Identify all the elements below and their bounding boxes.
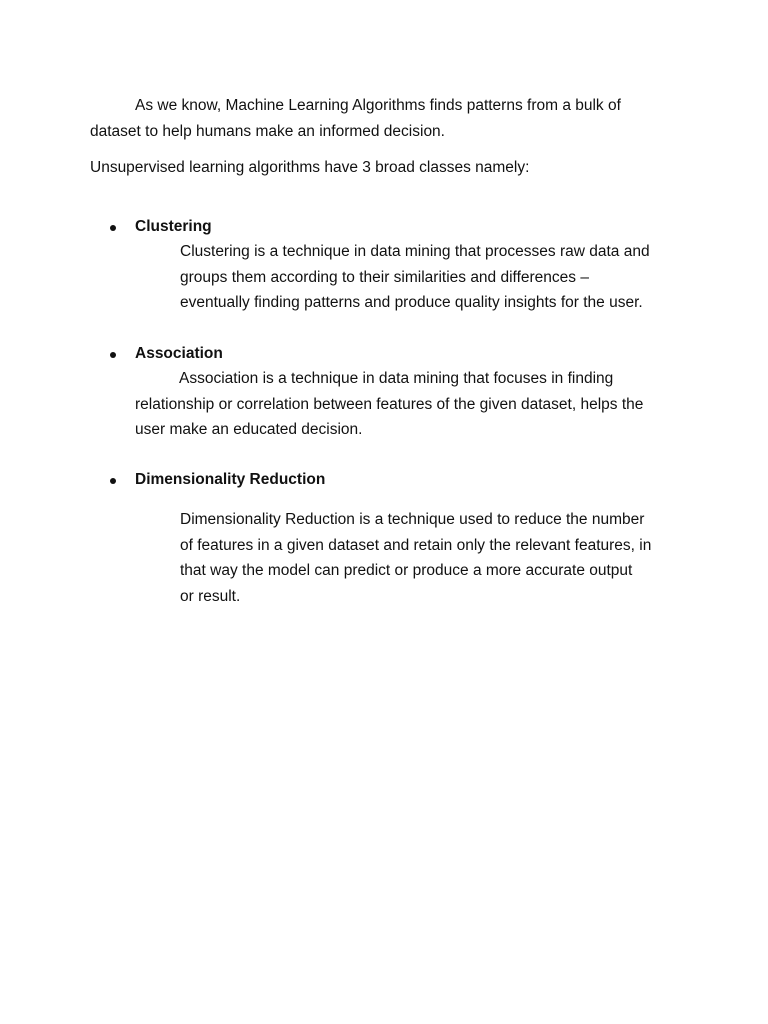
list-item-title: Clustering — [135, 218, 212, 235]
description-line: Dimensionality Reduction is a technique used to reduce the number — [180, 511, 645, 528]
association-description — [135, 366, 643, 443]
bullet-icon — [110, 478, 116, 484]
list-item-title: Dimensionality Reduction — [135, 471, 326, 488]
description-line: groups them according to their similarities and differences – — [180, 268, 589, 286]
description-line: of features in a given dataset and retain only the relevant features, in — [180, 536, 652, 554]
bullet-icon — [110, 225, 116, 231]
clustering-description — [180, 239, 650, 316]
description-line: that way the model can predict or produce a more accurate output — [180, 562, 633, 579]
list-item-title: Association — [135, 345, 223, 362]
intro-line: As we know, Machine Learning Algorithms finds patterns from a bulk of — [135, 97, 621, 114]
bullet-icon — [110, 352, 116, 358]
description-line: eventually finding patterns and produce quality insights for the user. — [180, 294, 643, 311]
description-line: user make an educated decision. — [135, 421, 363, 438]
classes-intro: Unsupervised learning algorithms have 3 broad classes namely: — [90, 159, 530, 176]
description-line: Association is a technique in data mining that focuses in finding — [179, 370, 614, 387]
description-line: Clustering is a technique in data mining that processes raw data and — [180, 243, 650, 260]
intro-line: dataset to help humans make an informed decision. — [90, 122, 445, 140]
intro-paragraph — [90, 93, 621, 144]
description-line: or result. — [180, 587, 241, 605]
dimensionality-reduction-description — [180, 507, 651, 609]
description-line: relationship or correlation between features of the given dataset, helps the — [135, 395, 644, 413]
